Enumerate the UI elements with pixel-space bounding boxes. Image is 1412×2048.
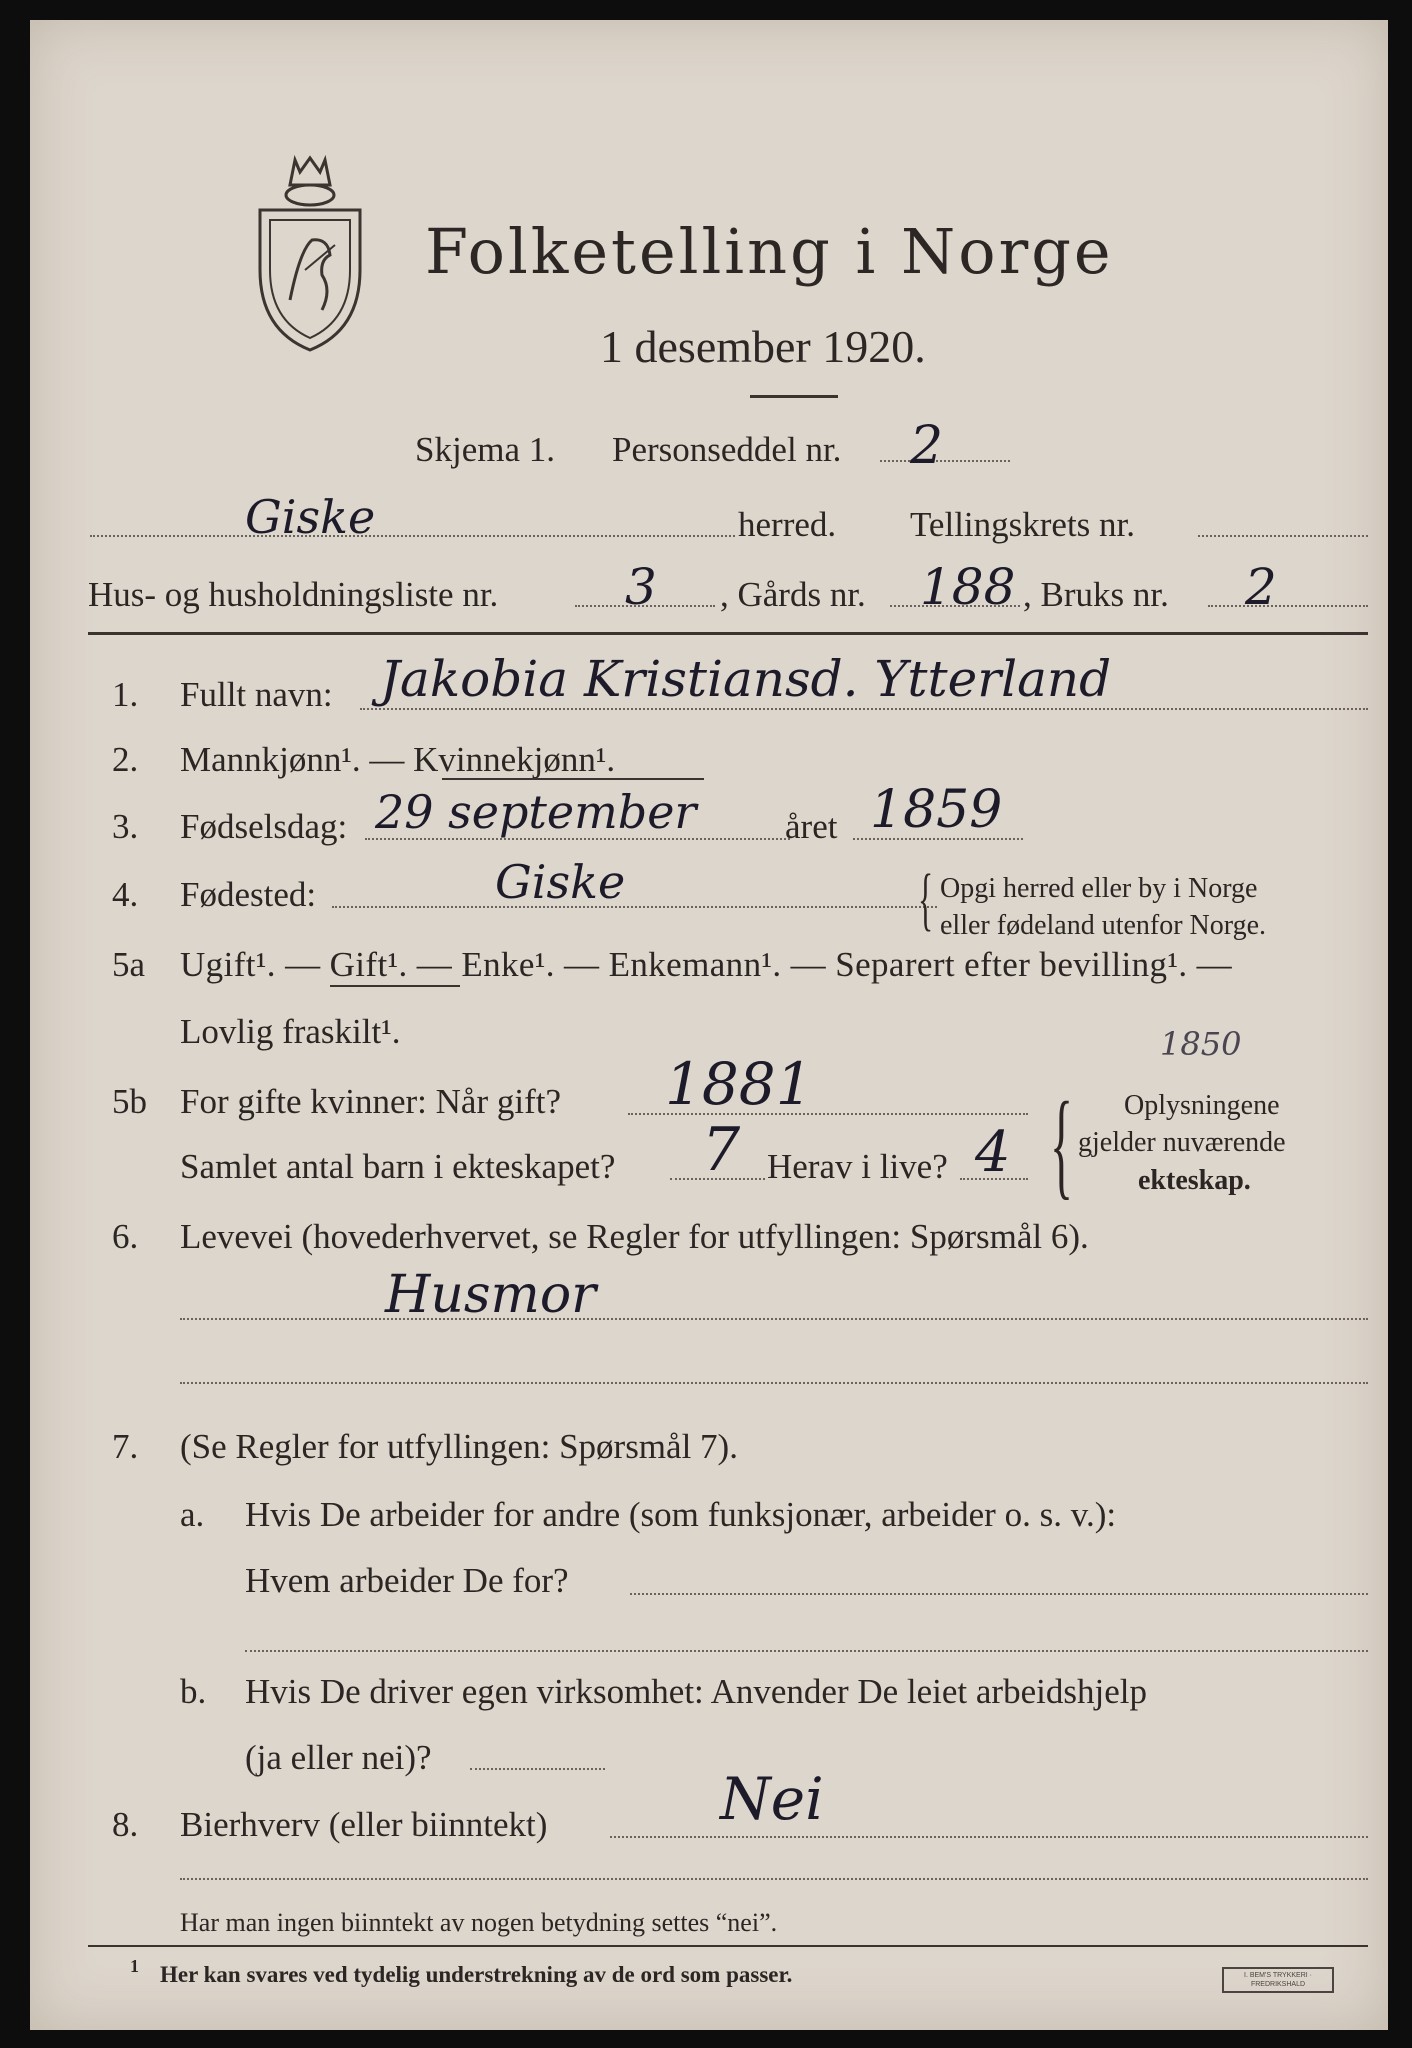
q5b-value: 1881: [665, 1050, 813, 1118]
q7b-number: b.: [180, 1672, 207, 1711]
q5b-note-line2: gjelder nuværende: [1078, 1127, 1286, 1158]
q4-label: Fødested:: [180, 875, 317, 914]
q5b-live-label: Herav i live?: [767, 1147, 948, 1186]
q2-label: Mannkjønn¹. — Kvinnekjønn¹.: [180, 740, 616, 779]
q6-number: 6.: [112, 1217, 139, 1256]
hus-value: 3: [625, 558, 657, 616]
q3-year-value: 1859: [870, 780, 1003, 840]
q5b-barn-value: 7: [702, 1115, 741, 1185]
herred-line: [90, 535, 735, 537]
gards-label: , Gårds nr.: [720, 575, 866, 614]
herred-label: herred.: [738, 505, 837, 544]
schema-label: Skjema 1.: [415, 430, 555, 469]
q7a-line1: [630, 1593, 1368, 1595]
q4-value: Giske: [495, 855, 626, 909]
header-divider: [88, 632, 1368, 635]
q4-note-line2: eller fødeland utenfor Norge.: [940, 910, 1267, 941]
herred-value: Giske: [245, 490, 376, 544]
q1-number: 1.: [112, 675, 139, 714]
q3-number: 3.: [112, 807, 139, 846]
footer-note: Har man ingen biinntekt av nogen betydning settes “nei”.: [180, 1908, 778, 1937]
q8-line: [610, 1836, 1368, 1838]
q5b-brace: {: [1050, 1077, 1074, 1210]
q2-number: 2.: [112, 740, 139, 779]
personseddel-line: [880, 460, 1010, 462]
q4-note-line1: Opgi herred eller by i Norge: [940, 873, 1258, 904]
q5a-label: Ugift¹. — Gift¹. — Enke¹. — Enkemann¹. — Separert efter bevilling¹. —: [180, 945, 1233, 984]
footnote-text: Her kan svares ved tydelig understrekning av de ord som passer.: [160, 1962, 793, 1987]
q7b-label: Hvis De driver egen virksomhet: Anvender De leiet arbeidshjelp: [245, 1672, 1147, 1711]
q7-number: 7.: [112, 1427, 139, 1466]
q2-underline: [442, 778, 704, 780]
q4-line: [332, 906, 937, 908]
q8-label: Bierhverv (eller biinntekt): [180, 1805, 548, 1844]
q8-number: 8.: [112, 1805, 139, 1844]
q4-number: 4.: [112, 875, 139, 914]
q7a-label: Hvis De arbeider for andre (som funksjonær, arbeider o. s. v.):: [245, 1495, 1117, 1534]
q5a-gift-underline: [330, 985, 460, 987]
q5a-number: 5a: [112, 945, 146, 984]
q7a-line2: [245, 1650, 1368, 1652]
q1-label: Fullt navn:: [180, 675, 333, 714]
footnote-mark: 1: [130, 1956, 139, 1976]
q6-line1: [180, 1318, 1368, 1320]
q1-line: [360, 708, 1368, 710]
q7a-label-line2: Hvem arbeider De for?: [245, 1561, 569, 1600]
bruks-label: , Bruks nr.: [1023, 575, 1169, 614]
gards-value: 188: [920, 558, 1016, 616]
tellingskrets-line: [1198, 535, 1368, 537]
q1-value: Jakobia Kristiansd. Ytterland: [380, 650, 1112, 708]
q3-label: Fødselsdag:: [180, 807, 348, 846]
hus-label: Hus- og husholdningsliste nr.: [88, 575, 499, 614]
title-divider: [750, 395, 838, 398]
q5b-label: For gifte kvinner: Når gift?: [180, 1082, 562, 1121]
q5a-label-line2: Lovlig fraskilt¹.: [180, 1012, 401, 1051]
footnote-divider: [88, 1945, 1368, 1947]
q6-value: Husmor: [385, 1265, 596, 1325]
coat-of-arms-icon: [250, 150, 370, 364]
form-title: Folketelling i Norge: [425, 215, 1114, 288]
q5b-number: 5b: [112, 1082, 147, 1121]
q3-value: 29 september: [375, 785, 697, 839]
printer-stamp: I. BEM'S TRYKKERI · FREDRIKSHALD: [1222, 1967, 1334, 1993]
q8-value: Nei: [720, 1765, 824, 1833]
q7b-line: [470, 1768, 605, 1770]
q5b-note-line1: Oplysningene: [1124, 1090, 1280, 1121]
q5b-margin-note: 1850: [1160, 1025, 1242, 1063]
q6-line2: [180, 1382, 1368, 1384]
bruks-value: 2: [1245, 558, 1277, 616]
q7b-label-line2: (ja eller nei)?: [245, 1738, 432, 1777]
q5b-live-value: 4: [975, 1120, 1011, 1185]
q6-label: Levevei (hovederhvervet, se Regler for utfyllingen: Spørsmål 6).: [180, 1217, 1089, 1256]
q7-label: (Se Regler for utfyllingen: Spørsmål 7).: [180, 1427, 738, 1466]
q5b-note-line3: ekteskap.: [1138, 1165, 1251, 1196]
q7a-number: a.: [180, 1495, 205, 1534]
personseddel-value: 2: [910, 416, 944, 476]
q4-brace: {: [918, 861, 934, 938]
tellingskrets-label: Tellingskrets nr.: [910, 505, 1136, 544]
footer-divider: [180, 1878, 1368, 1880]
census-form-page: [30, 20, 1388, 2030]
q5b-barn-label: Samlet antal barn i ekteskapet?: [180, 1147, 616, 1186]
bruks-line: [1208, 605, 1368, 607]
personseddel-label: Personseddel nr.: [612, 430, 842, 469]
q3-year-label: året: [785, 807, 838, 846]
census-date: 1 desember 1920.: [600, 321, 926, 372]
